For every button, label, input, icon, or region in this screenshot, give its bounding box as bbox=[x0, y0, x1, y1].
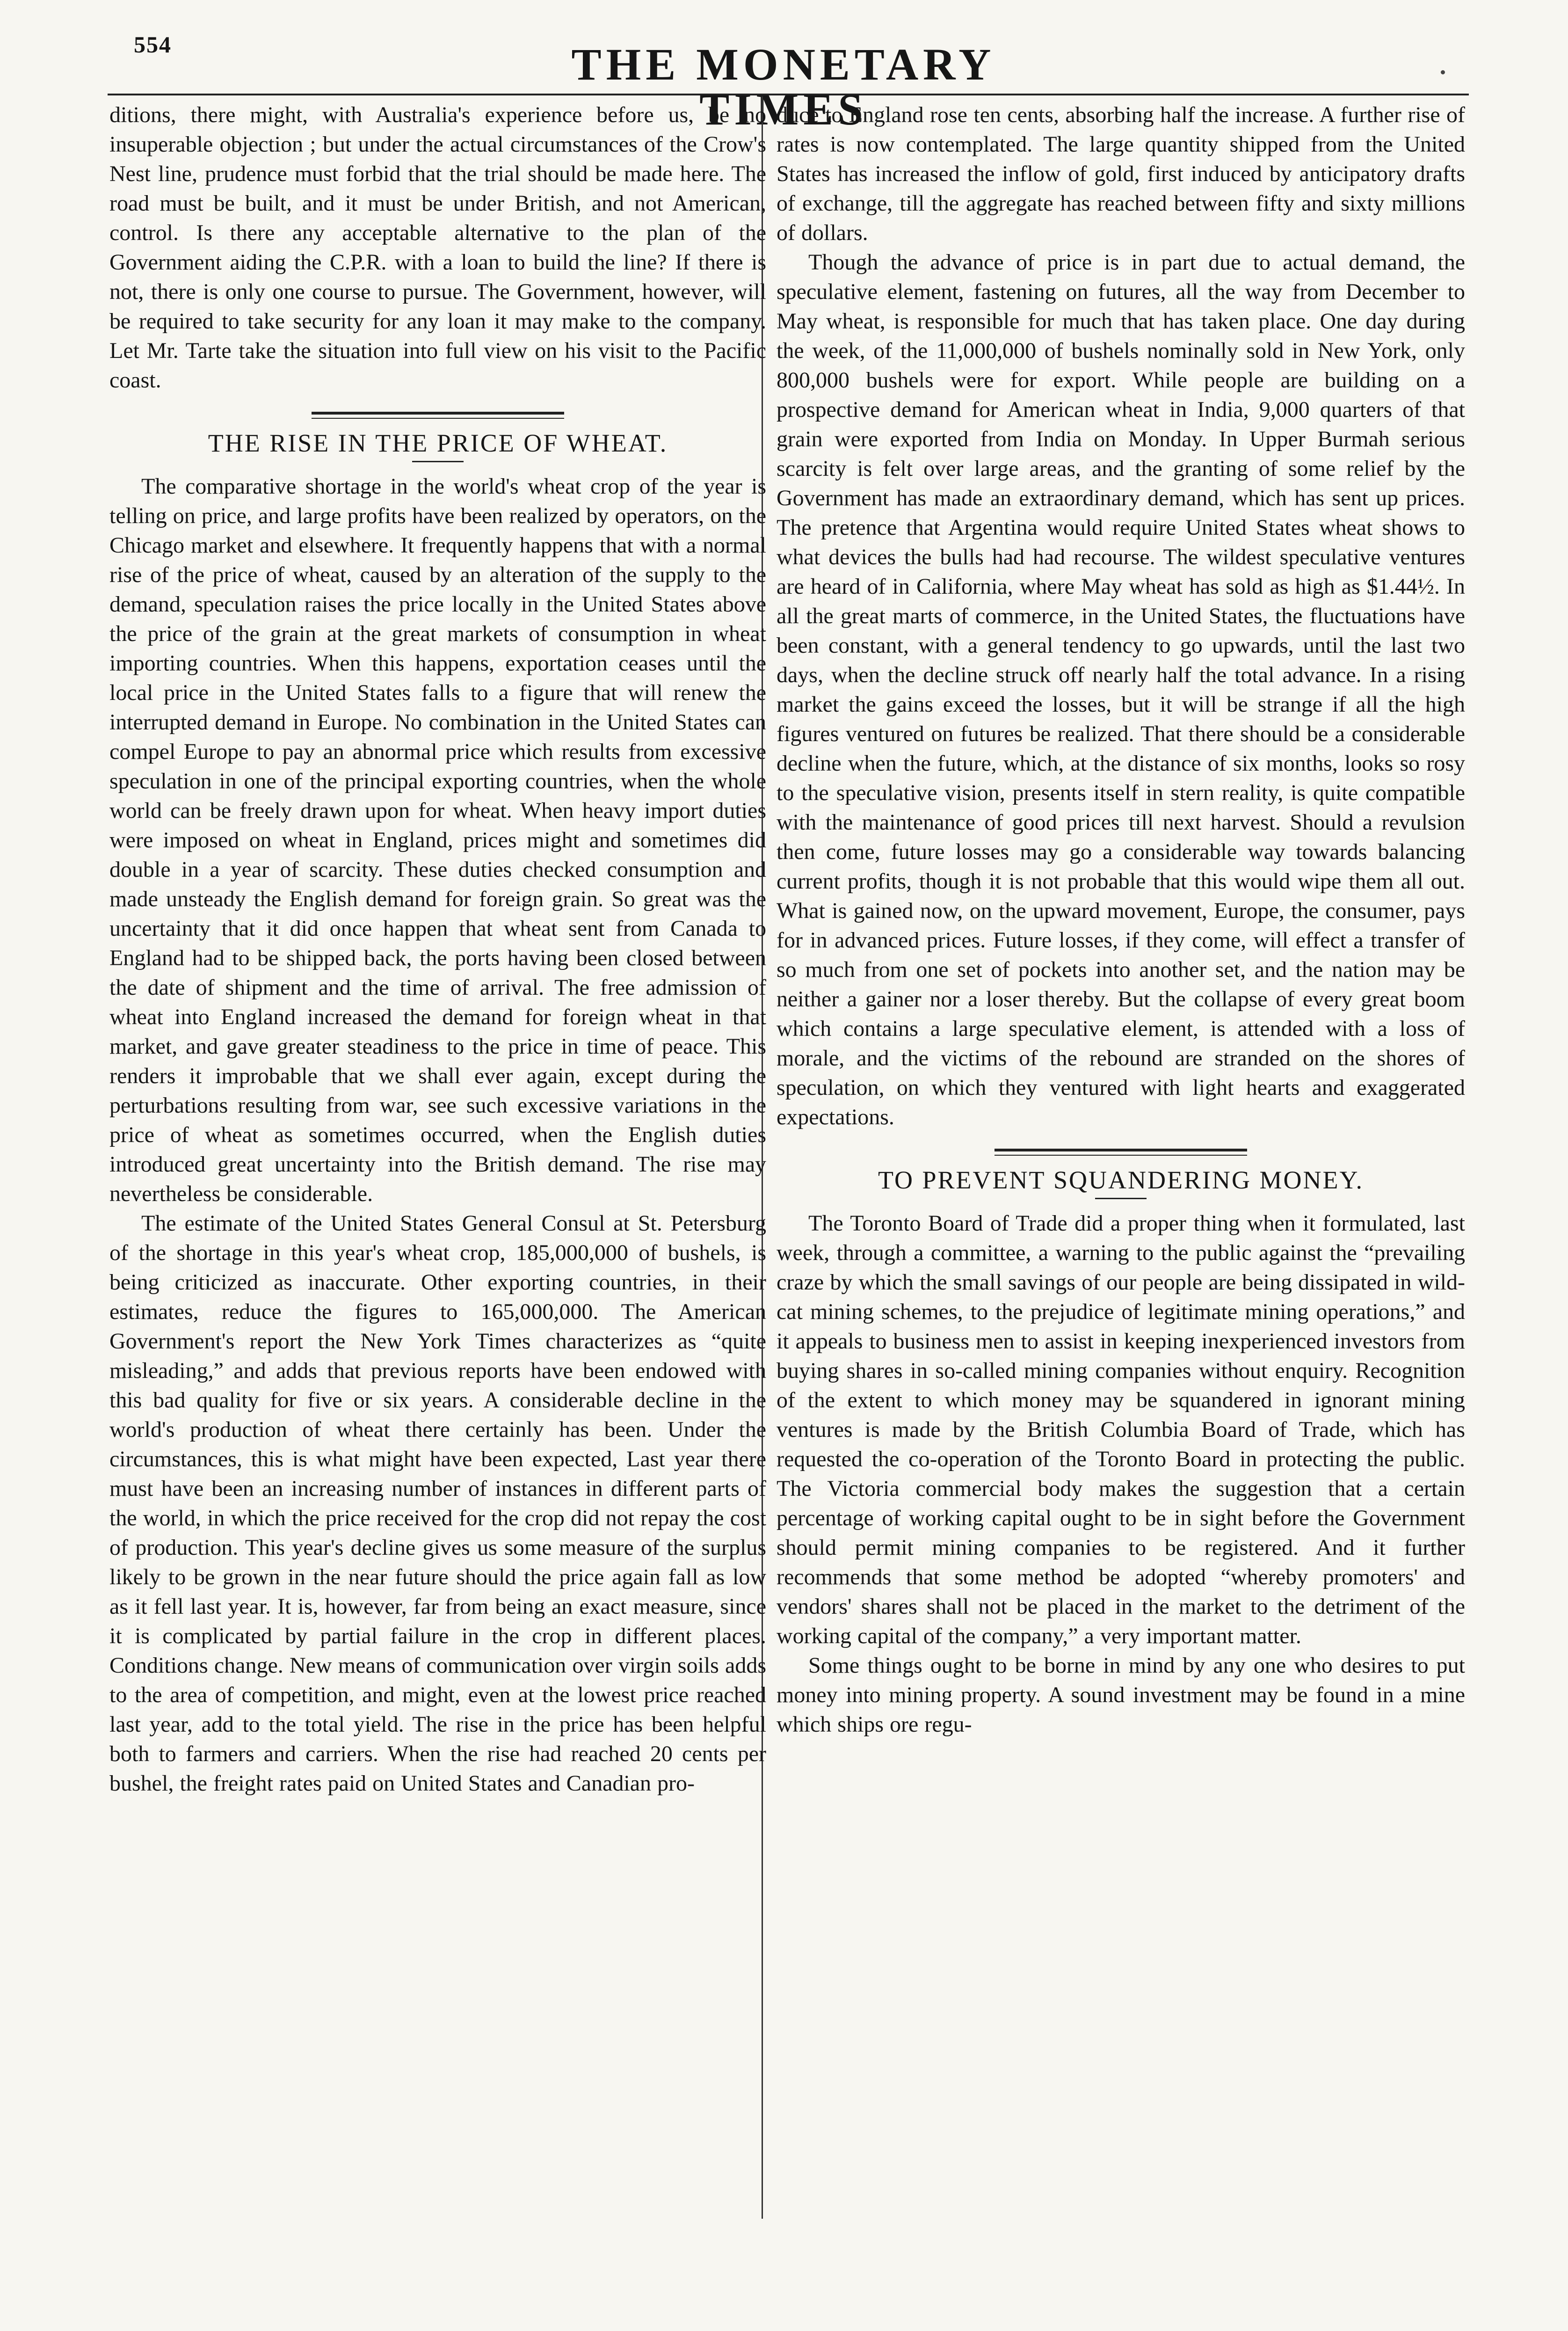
heading-rule bbox=[412, 461, 464, 462]
heading-rule bbox=[1095, 1198, 1147, 1199]
page-number: 554 bbox=[134, 31, 172, 58]
continued-paragraph: ditions, there might, with Australia's experience before us, be no insuperable objection ; but under the actual circumstances of the Crow's Nest line, prudence must forbid that the trial should be made here. The road must be built, and it must be under British, and not American, control. Is there any acceptable alternative to the plan of the Government aiding the C.P.R. with a loan to build the line? If there is not, there is only one course to pursue. The Government, however, will be required to take security for any loan it may make to the company. Let Mr. Tarte take the situation into full view on his visit to the Pacific coast. bbox=[109, 102, 766, 393]
masthead-rule bbox=[108, 94, 1469, 95]
right-column bbox=[777, 100, 1465, 1739]
squandering-paragraph-2: Some things ought to be borne in mind by any one who desires to put money into mining property. A sound investment may be found in a mine which ships ore regu- bbox=[777, 1653, 1465, 1737]
stray-mark bbox=[1441, 70, 1445, 74]
continued-paragraph-right: duce to England rose ten cents, absorbing half the increase. A further rise of rates is now contemplated. The large quantity shipped from the United States has increased the inflow of gold, first induced by anticipatory drafts of exchange, till the aggregate has reached between fifty and sixty millions of dollars. bbox=[777, 102, 1465, 245]
left-column bbox=[109, 100, 766, 1798]
wheat-paragraph-2: The estimate of the United States General Consul at St. Petersburg of the shortage in this year's wheat crop, 185,000,000 of bushels, is being criticized as inaccurate. Other exporting countries, in their estimates, reduce the figures to 165,000,000. The American Government's report the New York Times characterizes as “quite misleading,” and adds that previous reports have been endowed with this bad quality for five or six years. A considerable decline in the world's production of wheat there certainly has been. Under the circumstances, this is what might have been expected, Last year there must have been an increasing number of instances in different parts of the world, in which the price received for the crop did not repay the cost of production. This year's decline gives us some measure of the surplus likely to be grown in the near future should the price again fall as low as it fell last year. It is, however, far from being an exact measure, since it is complicated by partial failure in the crop in different places. Conditions change. New means of communication over virgin soils adds to the area of competition, and might, even at the lowest price reached last year, add to the total yield. The rise in the price has been helpful both to farmers and carriers. When the rise had reached 20 cents per bushel, the freight rates paid on United States and Canadian pro- bbox=[109, 1211, 766, 1796]
wheat-paragraph-3: Though the advance of price is in part due to actual demand, the speculative element, fastening on futures, all the way from December to May wheat, is responsible for much that has taken place. One day during the week, of the 11,000,000 of bushels nominally sold in New York, only 800,000 bushels were for export. While people are building on a prospective demand for American wheat in India, 9,000 quarters of that grain were exported from India on Monday. In Upper Burmah serious scarcity is felt over large areas, and the granting of some relief by the Government has made an extraordinary demand, which has sent up prices. The pretence that Argentina would require United States wheat shows to what devices the bulls had had recourse. The wildest speculative ventures are heard of in California, where May wheat has sold as high as $1.44½. In all the great marts of commerce, in the United States, the fluctuations have been constant, with a general tendency to go upwards, until the last two days, when the decline struck off nearly half the total advance. In a rising market the gains exceed the losses, but it will be strange if all the high figures ventured on futures be realized. That there should be a considerable decline when the future, which, at the distance of six months, looks so rosy to the speculative vision, presents itself in stern reality, is quite compatible with the maintenance of good prices till next harvest. Should a revulsion then come, future losses may go a considerable way towards balancing current profits, though it is not probable that this would wipe them all out. What is gained now, on the upward movement, Europe, the consumer, pays for in advanced prices. Future losses, if they come, will effect a transfer of so much from one set of pockets into another set, and the nation may be neither a gainer nor a loser thereby. But the collapse of every great boom which contains a large speculative element, is attended with a loss of morale, and the victims of the rebound are stranded on the shores of speculation, on which they ventured with light hearts and exaggerated expectations. bbox=[777, 250, 1465, 1129]
article-separator bbox=[995, 1149, 1247, 1156]
article-separator bbox=[312, 412, 564, 419]
squandering-paragraph-1: The Toronto Board of Trade did a proper thing when it formulated, last week, through a committee, a warning to the public against the “prevailing craze by which the small savings of our people are being dissipated in wild-cat mining schemes, to the prejudice of legitimate mining operations,” and it appeals to business men to assist in keeping inexperienced investors from buying shares in so-called mining companies without enquiry. Recognition of the extent to which money may be squandered in ignorant mining ventures is made by the British Columbia Board of Trade, which has requested the co-operation of the Toronto Board in protecting the public. The Victoria commercial body makes the suggestion that a certain percentage of working capital ought to be in sight before the Government should permit mining companies to be registered. And it further recommends that some method be adopted “whereby promoters' and vendors' shares shall not be placed in the market to the detriment of the working capital of the company,” a very important matter. bbox=[777, 1211, 1465, 1648]
wheat-paragraph-1: The comparative shortage in the world's wheat crop of the year is telling on price, and large profits have been realized by operators, on the Chicago market and elsewhere. It frequently happens that with a normal rise of the price of wheat, caused by an alteration of the supply to the demand, speculation raises the price locally in the United States above the price of the grain at the great markets of consumption in wheat importing countries. When this happens, exportation ceases until the local price in the United States falls to a figure that will renew the interrupted demand in Europe. No combination in the United States can compel Europe to pay an abnormal price which results from excessive speculation in one of the principal exporting countries, when the whole world can be freely drawn upon for wheat. When heavy import duties were imposed on wheat in England, prices might and sometimes did double in a year of scarcity. These duties checked consumption and made unsteady the English demand for foreign grain. So great was the uncertainty that it did once happen that wheat sent from Canada to England had to be shipped back, the ports having been closed between the date of shipment and the time of arrival. The free admission of wheat into England increased the demand for foreign wheat in that market, and gave greater steadiness to the price in time of peace. This renders it improbable that we shall ever again, except during the perturbations resulting from war, see such excessive variations in the price of wheat as sometimes occurred, when the English duties introduced great uncertainty into the British demand. The rise may nevertheless be considerable. bbox=[109, 474, 766, 1206]
article-heading-wheat: THE RISE IN THE PRICE OF WHEAT. bbox=[208, 429, 668, 457]
publication-title: THE MONETARY TIMES bbox=[571, 39, 996, 134]
article-heading-squandering: TO PREVENT SQUANDERING MONEY. bbox=[878, 1166, 1364, 1194]
